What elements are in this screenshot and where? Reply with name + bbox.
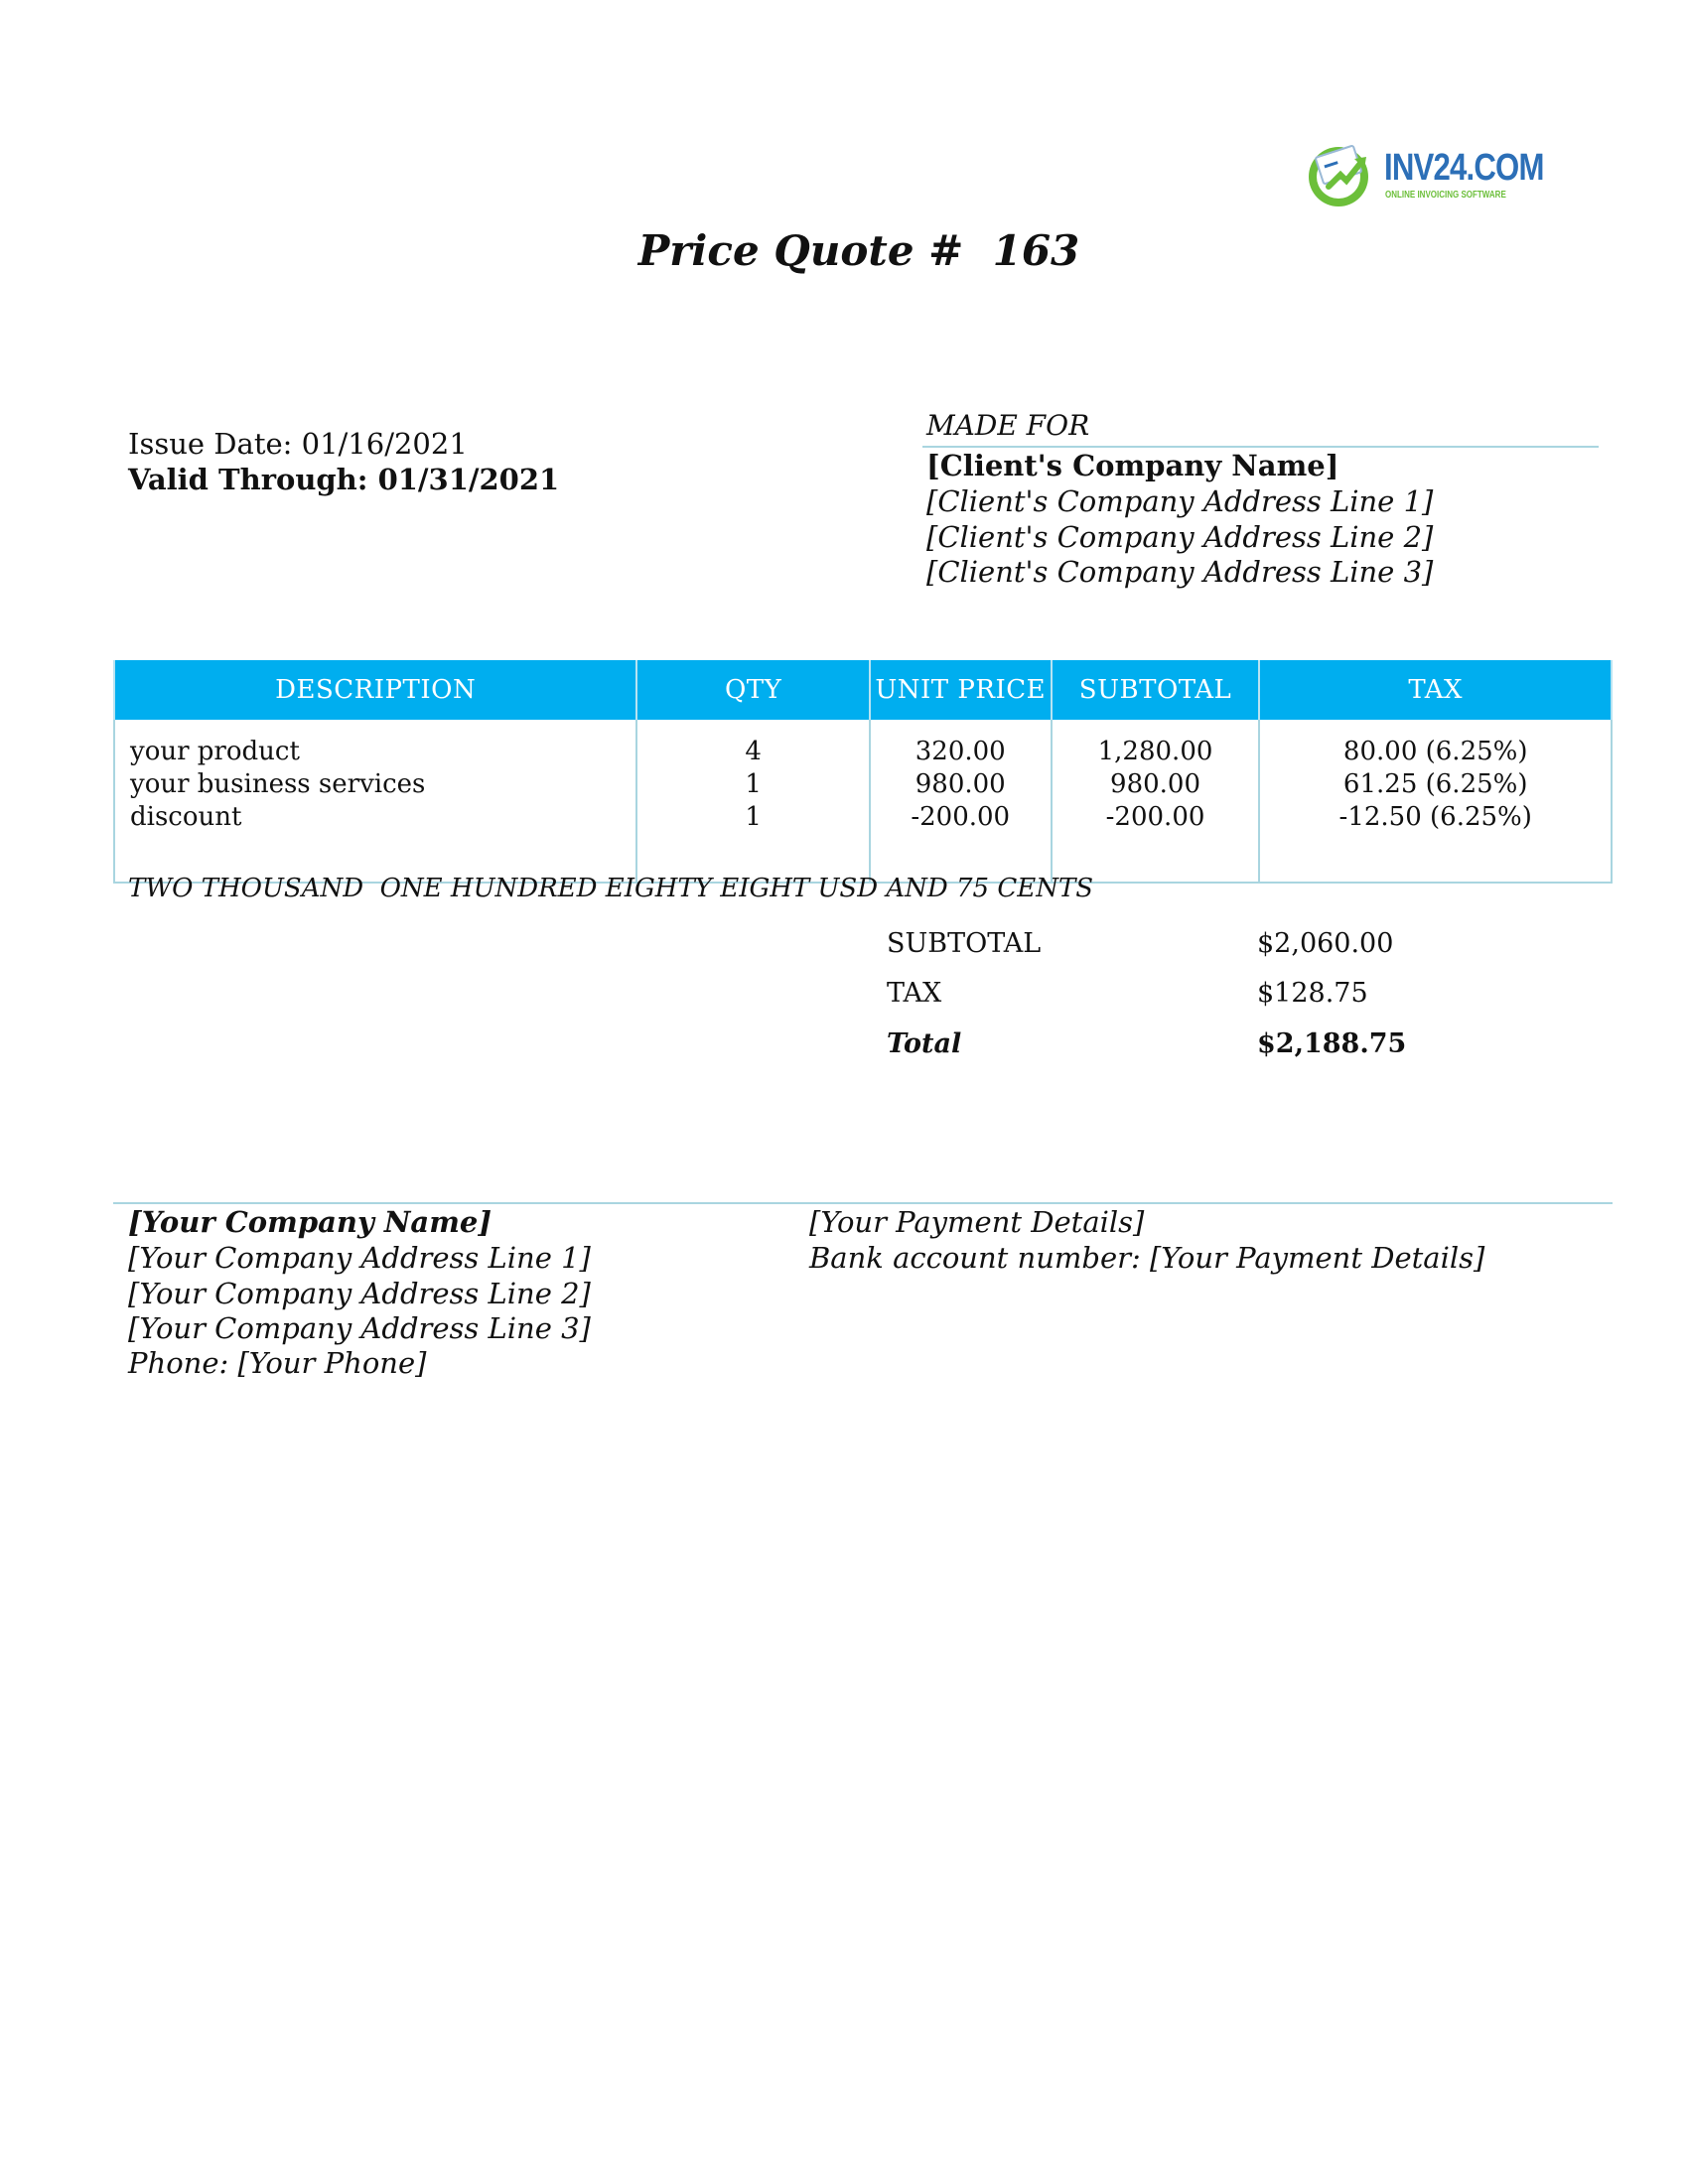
footer-divider [113,1202,1613,1204]
logo-tagline: ONLINE INVOICING SOFTWARE [1385,190,1506,201]
item-description: discount [130,802,242,832]
tax-column [1259,720,1612,883]
logo-wordmark: INV24.COM [1384,147,1544,189]
your-company-address-line: [Your Company Address Line 3] [128,1311,591,1345]
column-header-subtotal: SUBTOTAL [1052,660,1260,720]
column-header-description: DESCRIPTION [114,660,636,720]
unit-price-column [870,720,1052,883]
table-body-row [114,720,1612,883]
column-header-unit-price: UNIT PRICE [870,660,1052,720]
item-qty: 1 [745,769,762,799]
issue-date: Issue Date: 01/16/2021 [128,427,468,461]
amount-in-words: TWO THOUSAND ONE HUNDRED EIGHTY EIGHT USD AND 75 CENTS [128,874,1094,903]
bank-account-number: Bank account number: [Your Payment Details] [809,1241,1485,1275]
item-tax: -12.50 (6.25%) [1338,802,1532,832]
item-unit-price: -200.00 [911,802,1011,832]
client-address-line: [Client's Company Address Line 2] [926,520,1434,554]
item-subtotal: 980.00 [1110,769,1201,799]
item-unit-price: 980.00 [914,769,1006,799]
subtotal-value: $2,060.00 [1257,928,1394,959]
payment-details: [Your Payment Details] [809,1205,1145,1239]
client-address-line: [Client's Company Address Line 1] [926,484,1434,518]
item-qty: 1 [745,802,762,832]
table-header-row [114,660,1612,720]
made-for-label: MADE FOR [926,409,1090,442]
your-company-address-line: [Your Company Address Line 1] [128,1241,591,1275]
subtotal-label: SUBTOTAL [887,928,1042,959]
description-column [114,720,636,883]
item-description: your business services [130,769,426,799]
item-description: your product [130,737,300,766]
item-tax: 80.00 (6.25%) [1342,737,1528,766]
client-address-line: [Client's Company Address Line 3] [926,555,1434,589]
logo-emblem-icon [1303,137,1382,216]
document-title: Price Quote # 163 [637,226,1080,275]
made-for-divider [922,446,1599,448]
company-logo [1303,137,1544,216]
valid-through-date: Valid Through: 01/31/2021 [128,463,560,496]
item-qty: 4 [745,737,762,766]
tax-label: TAX [887,978,942,1009]
item-subtotal: -200.00 [1105,802,1205,832]
total-label: Total [887,1028,962,1059]
your-company-name: [Your Company Name] [128,1205,492,1239]
your-company-address-line: [Your Company Address Line 2] [128,1277,591,1310]
qty-column [636,720,869,883]
your-company-phone: Phone: [Your Phone] [128,1346,427,1380]
item-unit-price: 320.00 [914,737,1006,766]
column-header-tax: TAX [1259,660,1612,720]
total-value: $2,188.75 [1257,1028,1407,1059]
tax-value: $128.75 [1257,978,1368,1009]
line-items-table [113,660,1613,884]
item-tax: 61.25 (6.25%) [1342,769,1528,799]
column-header-qty: QTY [636,660,869,720]
item-subtotal: 1,280.00 [1097,737,1213,766]
subtotal-column [1052,720,1260,883]
client-company-name: [Client's Company Name] [926,449,1339,482]
